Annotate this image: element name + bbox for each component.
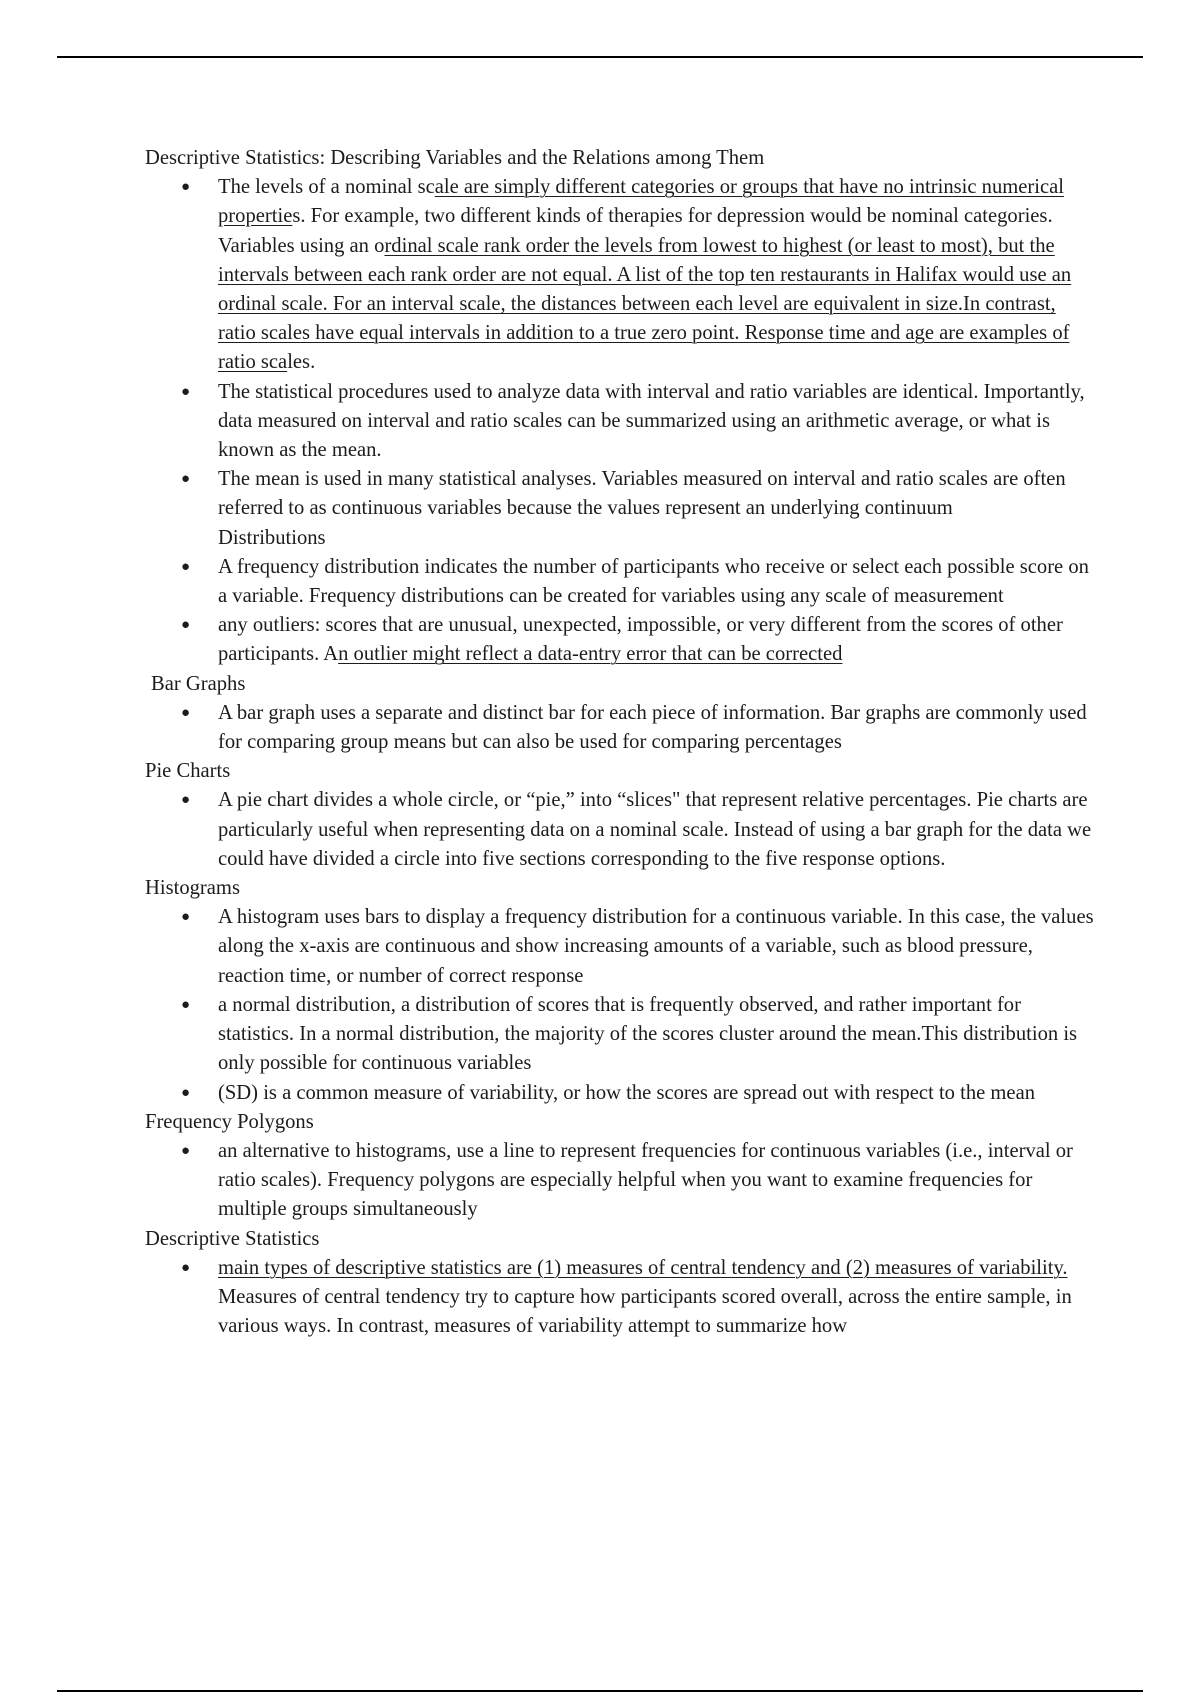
bullet-icon: ● [181, 558, 191, 575]
subheading-inline: Distributions [218, 526, 326, 549]
bullet-icon: ● [181, 1259, 191, 1276]
bullet-icon: ● [181, 909, 191, 926]
footer-rule [57, 1690, 1143, 1692]
section-heading: Pie Charts [145, 760, 231, 783]
list-item [145, 173, 1095, 377]
bullet-list [145, 1254, 1095, 1342]
underlined-text: rdinal scale rank order the levels from lowest to highest (or least to most), but the intervals between each rank order are not equal. A list of the top ten restaurants in Halifax would use an ordinal scale. For an interval scale, the distances between each level are equivalent in size.In contrast, ratio scales have equal intervals in addition to a true zero point. Response time and age are examples of ratio sca [218, 234, 1072, 374]
bullet-icon: ● [181, 1142, 191, 1159]
bullet-icon: ● [181, 996, 191, 1013]
list-item [145, 378, 1095, 466]
list-item [145, 699, 1095, 757]
text-run: A pie chart divides a whole circle, or “pie,” into “slices" that represent relative percentages. Pie charts are particularly useful when representing data on a nominal scale. Instead of using a bar graph for the data we could have divided a circle into five sections corresponding to the five response options. [218, 789, 1092, 870]
list-item [145, 1254, 1095, 1342]
list-item [145, 1079, 1095, 1108]
list-item [145, 1137, 1095, 1225]
underlined-text: main types of descriptive statistics are (1) measures of central tendency and (2) measures of variability. [218, 1256, 1068, 1279]
document-body [145, 144, 1095, 1341]
section-heading: Frequency Polygons [145, 1110, 314, 1133]
list-item [145, 465, 1095, 553]
bullet-icon: ● [181, 1084, 191, 1101]
text-run: A frequency distribution indicates the number of participants who receive or select each possible score on a variable. Frequency distributions can be created for variables using any scale of measurement [218, 555, 1089, 608]
text-run: (SD) is a common measure of variability, or how the scores are spread out with respect to the mean [218, 1081, 1036, 1104]
section-heading: Descriptive Statistics: Describing Variables and the Relations among Them [145, 147, 765, 169]
underlined-text: ale are simply different categories or groups that have no intrinsic numerical propertie [218, 176, 1064, 228]
list-item [145, 991, 1095, 1079]
text-run: The mean is used in many statistical analyses. Variables measured on interval and ratio scales are often referred to as continuous variables because the values represent an underlying continuum [218, 468, 1066, 520]
bullet-icon: ● [181, 704, 191, 721]
bullet-icon: ● [181, 792, 191, 809]
bullet-list [145, 903, 1095, 1107]
text-run: A histogram uses bars to display a frequency distribution for a continuous variable. In this case, the values along the x-axis are continuous and show increasing amounts of a variable, such as blood pressure, reaction time, or number of correct response [218, 906, 1094, 987]
bullet-icon: ● [181, 617, 191, 634]
text-run: a normal distribution, a distribution of scores that is frequently observed, and rather important for statistics. In a normal distribution, the majority of the scores cluster around the mean.This distribution is only possible for continuous variables [218, 993, 1078, 1075]
header-rule [57, 56, 1143, 58]
text-run: any outliers: scores that are unusual, unexpected, impossible, or very different from the scores of other participants. A [218, 614, 1063, 666]
text-run: The statistical procedures used to analyze data with interval and ratio variables are identical. Importantly, data measured on interval and ratio scales can be summarized using an arithmetic average, or what is known as the mean. [218, 380, 1085, 462]
underlined-text: n outlier might reflect a data-entry error that can be corrected [338, 643, 843, 666]
list-item [145, 786, 1095, 874]
text-run: A bar graph uses a separate and distinct bar for each piece of information. Bar graphs are commonly used for comparing group means but can also be used for comparing percentages [218, 701, 1087, 754]
list-item [145, 611, 1095, 669]
text-run: The levels of a nominal sc [218, 176, 435, 199]
section-heading: Bar Graphs [151, 672, 246, 695]
list-item [145, 903, 1095, 991]
bullet-icon: ● [181, 471, 191, 488]
text-run: Measures of central tendency try to capture how participants scored overall, across the entire sample, in various ways. In contrast, measures of variability attempt to summarize how [218, 1285, 1072, 1338]
text-run: les. [287, 351, 316, 374]
bullet-list [145, 699, 1095, 757]
section-heading: Histograms [145, 877, 240, 900]
bullet-list [145, 173, 1095, 669]
section-heading: Descriptive Statistics [145, 1227, 320, 1250]
bullet-icon: ● [181, 179, 191, 196]
bullet-list [145, 1137, 1095, 1225]
text-run: s. For example, two different kinds of therapies for depression would be nominal categories. Variables using an o [218, 205, 1053, 257]
list-item [145, 553, 1095, 611]
bullet-icon: ● [181, 383, 191, 400]
bullet-list [145, 786, 1095, 874]
text-run: an alternative to histograms, use a line to represent frequencies for continuous variables (i.e., interval or ratio scales). Frequency polygons are especially helpful when you want to examine frequencies for multiple groups simultaneously [218, 1139, 1073, 1221]
